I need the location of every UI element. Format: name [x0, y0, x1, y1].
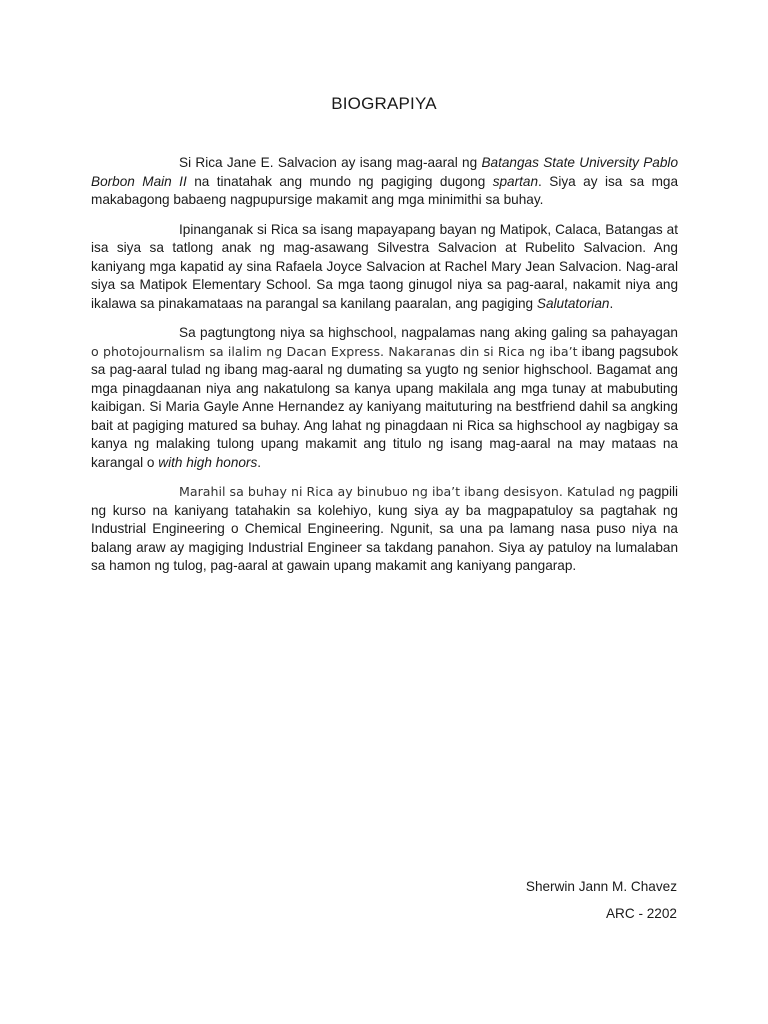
- document-body: [91, 154, 678, 576]
- paragraph-college: [91, 483, 678, 576]
- author-name: Sherwin Jann M. Chavez: [525, 879, 677, 894]
- paragraph-intro: [91, 154, 678, 210]
- paragraph-text: Ipinanganak si Rica sa isang mapayapang bayan ng Matipok, Calaca, Batangas at isa siya sa tatlong anak ng mag-asawang Silvestra Salvacion at Rubelito Salvacion. Ang kaniyang mga kapatid ay sina Rafaela Joyce Salvacion at Rachel Mary Jean Salvacion. Nag-aral siya sa Matipok Elementary School. Sa mga taong ginugol niya sa pag-aaral, nakamit niya ang ikalawa sa pinakamataas na parangal sa kanilang paaralan, ang pagiging: [91, 221, 678, 311]
- paragraph-highschool: [91, 324, 678, 472]
- paragraph-text: . Siya ay isa sa mga makabagong babaeng nagpupursige makamit ang mga minimithi sa buhay.: [91, 173, 679, 207]
- paragraph-text: na tinatahak ang mundo ng pagiging dugong: [186, 173, 493, 189]
- italic-text: with high honors: [158, 454, 258, 470]
- paragraph-text: Sa pagtungtong niya sa highschool, nagpalamas nang aking galing sa pahayagan: [179, 325, 678, 340]
- paragraph-text: pagpili ng kurso na kaniyang tatahakin sa kolehiyo, kung siya ay ba magpapatuloy sa pagtahak ng Industrial Engineering o Chemical Engineering. Ngunit, sa una pa lamang nasa puso niya na balang araw ay magiging Industrial Engineer sa takdang panahon. Siya ay patuloy na lumalaban sa hamon ng tulog, pag-aaral at gawain upang makamit ang kaniyang pangarap.: [91, 484, 679, 573]
- italic-text: Salutatorian: [536, 295, 610, 311]
- paragraph-text: Si Rica Jane E. Salvacion ay isang mag-aaral ng: [179, 155, 482, 170]
- document-title: BIOGRAPIYA: [331, 94, 437, 113]
- author-section: ARC - 2202: [605, 906, 677, 921]
- alt-font-text: Marahil sa buhay ni Rica ay binubuo ng iba’t ibang desisyon. Katulad ng: [179, 484, 635, 499]
- paragraph-text: .: [609, 295, 614, 311]
- paragraph-text: ibang pagsubok sa pag-aaral tulad ng ibang mag-aaral ng dumating sa yugto ng senior highschool. Bagamat ang mga pinagdaanan niya ang nakatulong sa kanya upang makilala ang mga tunay at mabubuting kaibigan. Si Maria Gayle Anne Hernandez ay kaniyang maituturing na bestfriend dahil sa angking bait at pagiging matured sa buhay. Ang lahat ng pinagdaan ni Rica sa highschool ay nagbigay sa kanya ng malaking tulong upang makamit ang titulo ng isang mag-aaral na may mataas na karangal o: [91, 343, 678, 470]
- paragraph-early-life: [91, 221, 678, 314]
- paragraph-text: .: [257, 454, 262, 470]
- italic-text: spartan: [492, 173, 539, 189]
- alt-font-text: o photojournalism sa ilalim ng Dacan Express. Nakaranas din si Rica ng iba’t: [91, 343, 578, 359]
- italic-text: Batangas State University Pablo Borbon Main II: [91, 155, 679, 189]
